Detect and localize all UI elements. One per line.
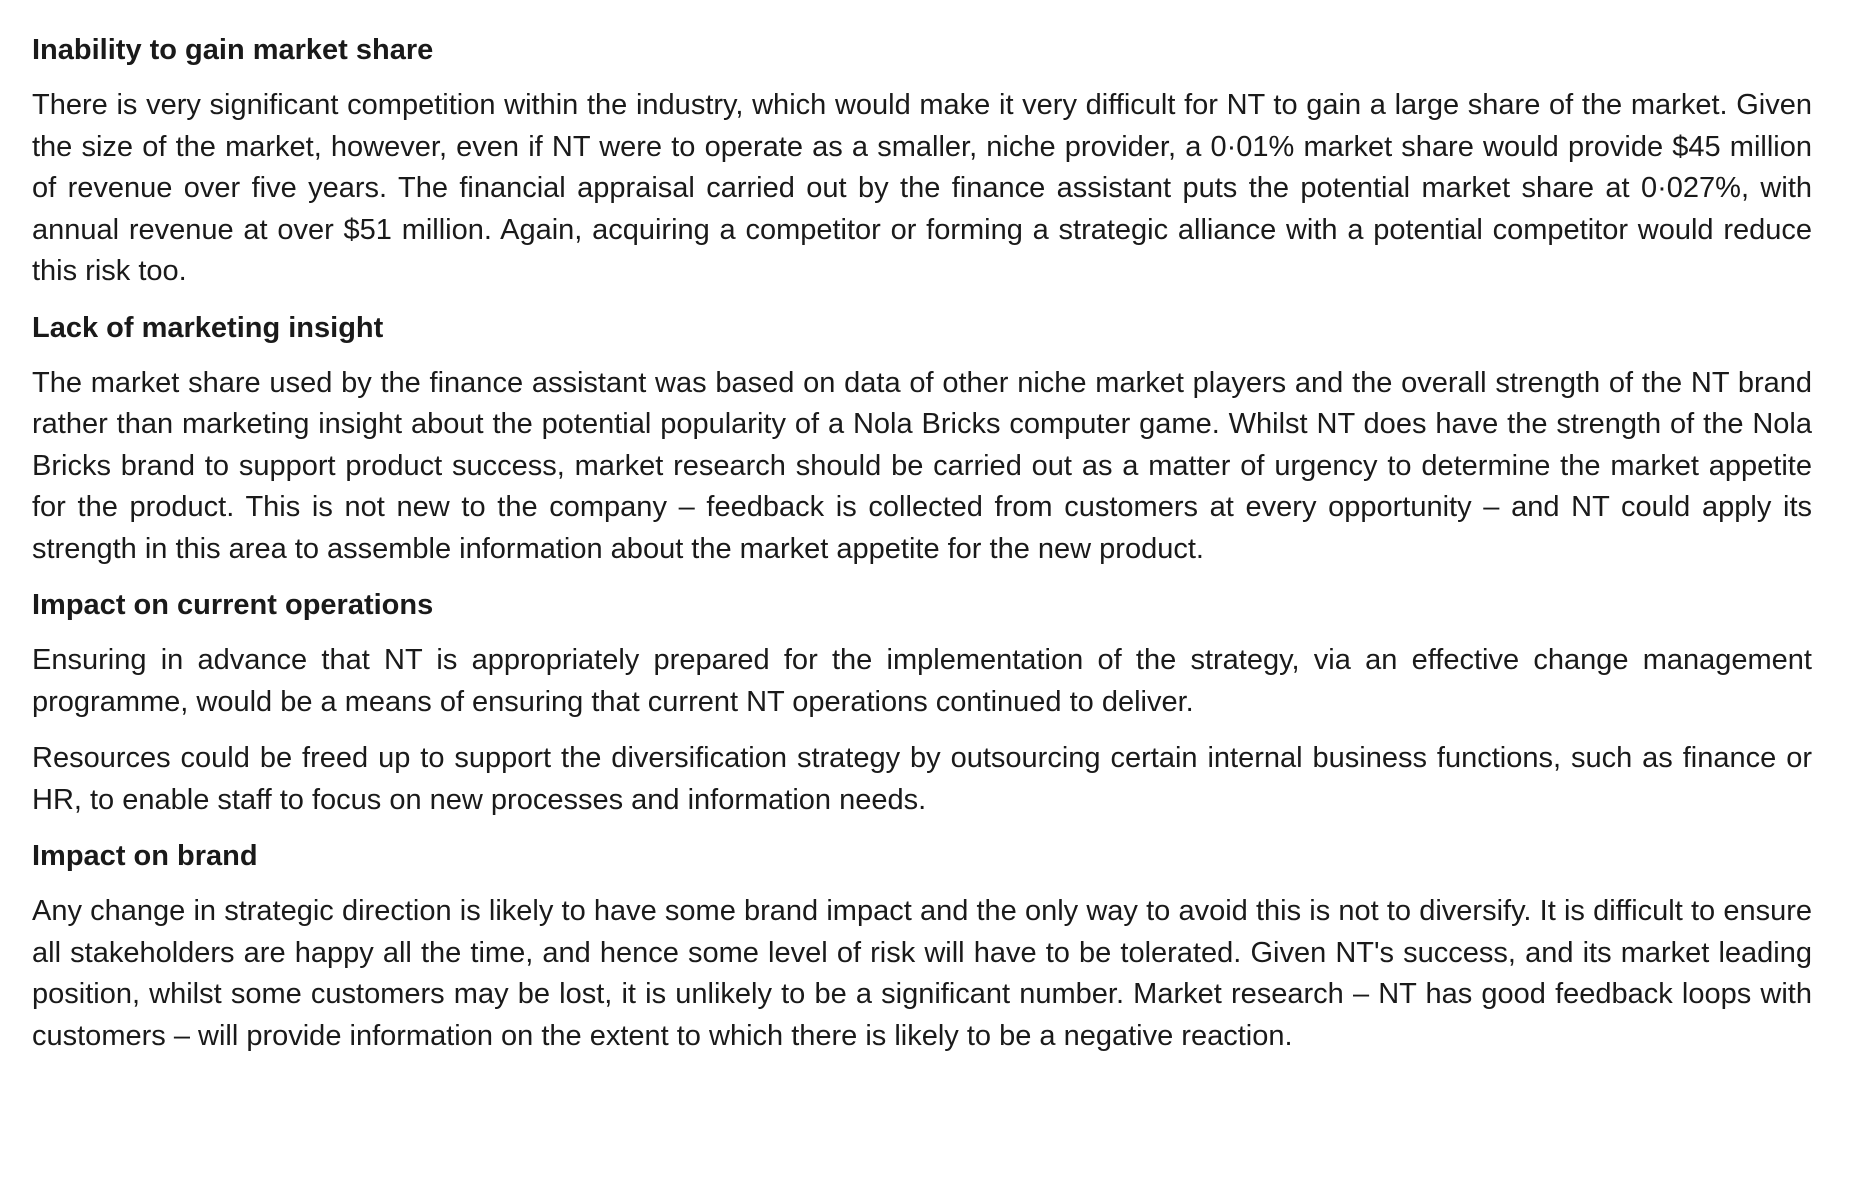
section-paragraph: Ensuring in advance that NT is appropriately prepared for the implementation of the strategy, via an effective change management programme, would be a means of ensuring that current NT operations continued to deliver. bbox=[32, 644, 1812, 718]
section-market-share bbox=[32, 30, 1812, 293]
section-heading: Lack of marketing insight bbox=[32, 311, 384, 344]
section-brand-impact bbox=[32, 836, 1812, 1057]
section-paragraph: There is very significant competition within the industry, which would make it very difficult for NT to gain a large share of the market. Given the size of the market, however, even if NT were to operate as a smaller, niche provider, a 0·01% market share would provide $45 million of revenue over five years. The financial appraisal carried out by the finance assistant puts the potential market share at 0·027%, with annual revenue at over $51 million. Again, acquiring a competitor or forming a strategic alliance with a potential competitor would reduce this risk too. bbox=[32, 89, 1812, 287]
section-heading: Impact on current operations bbox=[32, 589, 434, 621]
section-paragraph: Resources could be freed up to support the diversification strategy by outsourcing certain internal business functions, such as finance or HR, to enable staff to focus on new processes and information needs. bbox=[32, 742, 1812, 816]
document-page bbox=[32, 30, 1812, 1072]
section-current-operations bbox=[32, 585, 1812, 821]
section-marketing-insight bbox=[32, 308, 1812, 571]
section-paragraph: Any change in strategic direction is likely to have some brand impact and the only way to avoid this is not to diversify. It is difficult to ensure all stakeholders are happy all the time, and hence some level of risk will have to be tolerated. Given NT's success, and its market leading position, whilst some customers may be lost, it is unlikely to be a significant number. Market research – NT has good feedback loops with customers – will provide information on the extent to which there is likely to be a negative reaction. bbox=[32, 895, 1812, 1052]
section-paragraph: The market share used by the finance assistant was based on data of other niche market players and the overall strength of the NT brand rather than marketing insight about the potential popularity of a Nola Bricks computer game. Whilst NT does have the strength of the Nola Bricks brand to support product success, market research should be carried out as a matter of urgency to determine the market appetite for the product. This is not new to the company – feedback is collected from customers at every opportunity – and NT could apply its strength in this area to assemble information about the market appetite for the new product. bbox=[32, 366, 1812, 565]
section-heading: Inability to gain market share bbox=[32, 34, 434, 66]
section-heading: Impact on brand bbox=[32, 840, 258, 872]
